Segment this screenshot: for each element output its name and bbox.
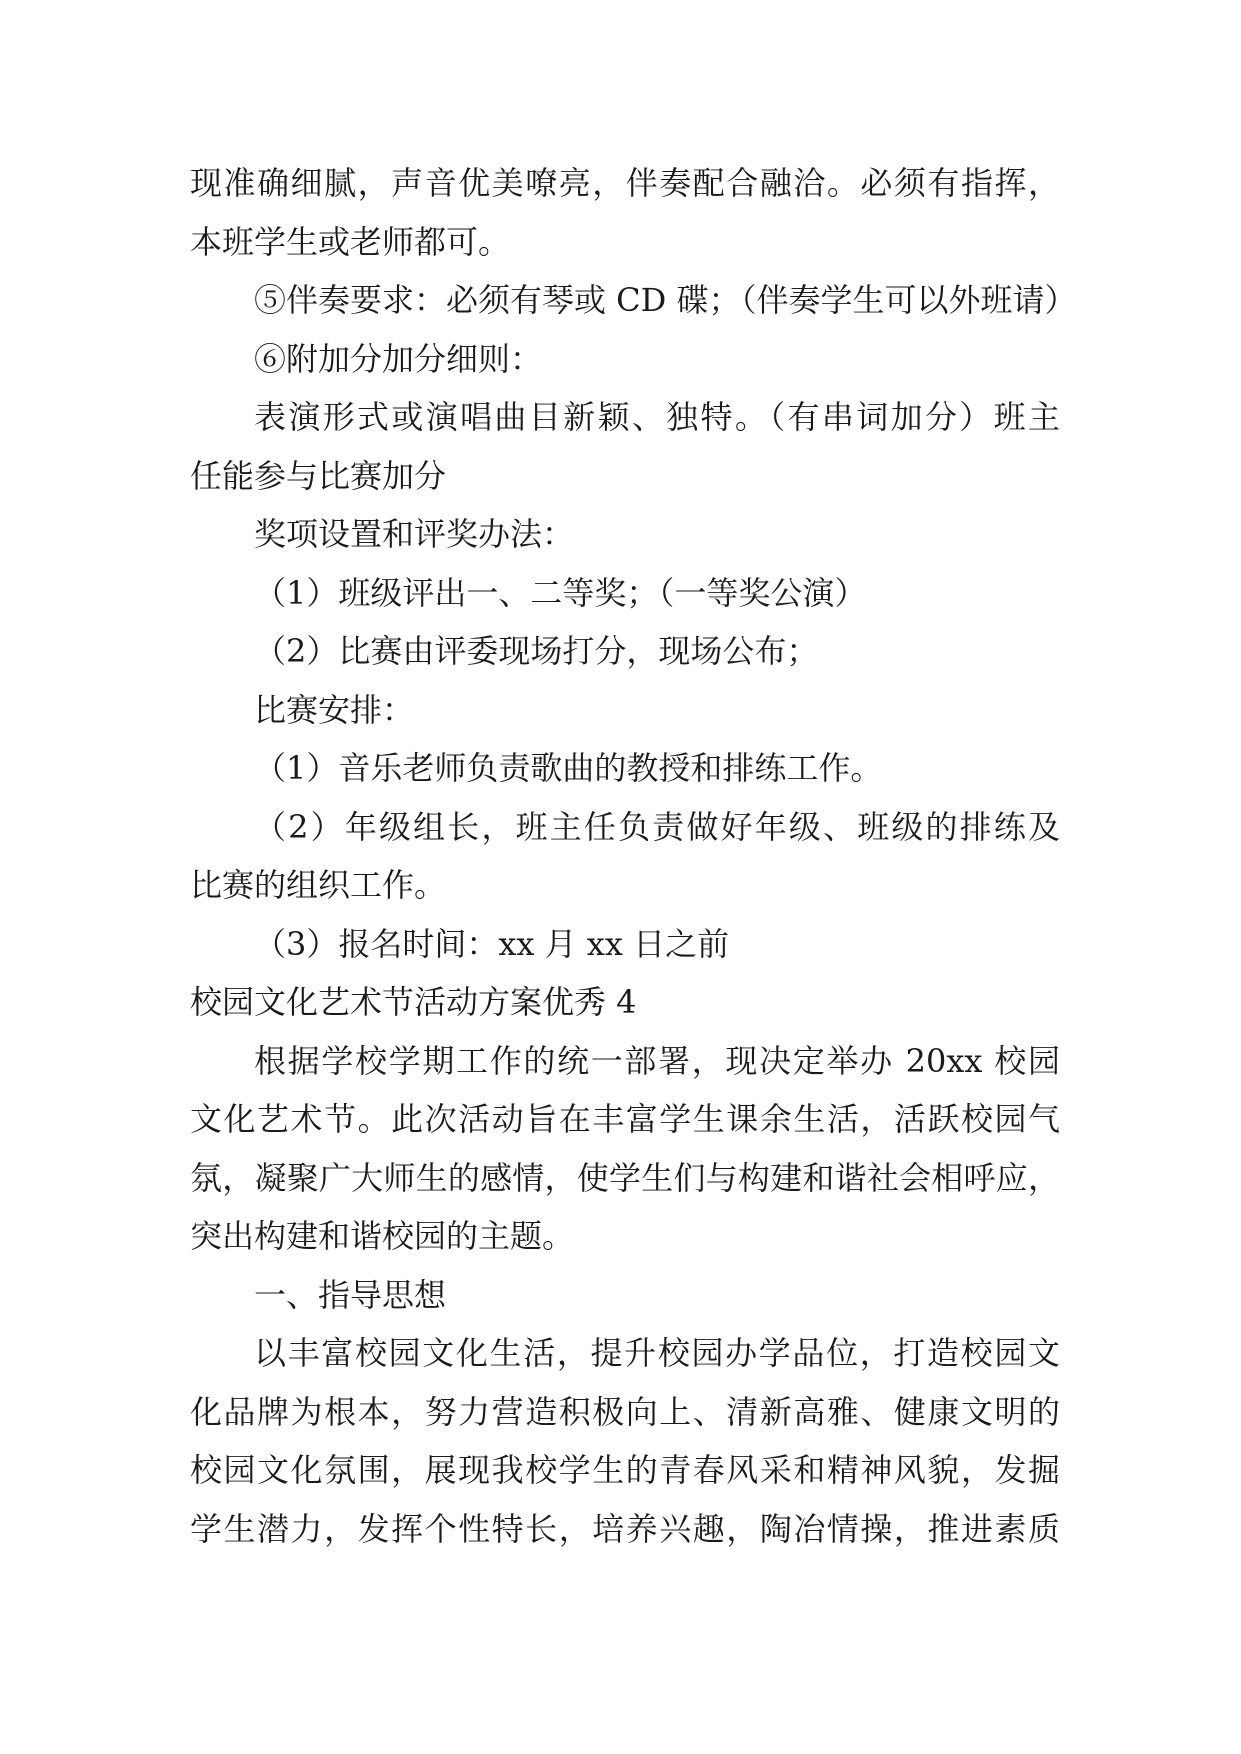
text-line: 化品牌为根本，努力营造积极向上、清新高雅、健康文明的 — [190, 1392, 1060, 1431]
text-line: 突出构建和谐校园的主题。 — [190, 1217, 575, 1255]
document-title: 校园文化艺术节活动方案优秀 4 — [190, 983, 637, 1021]
text-line: 根据学校学期工作的统一部署，现决定举办 20xx 校园 — [254, 1041, 1060, 1080]
text-line: ⑤伴奏要求：必须有琴或 CD 碟；（伴奏学生可以外班请） — [254, 281, 1077, 319]
list-item: （1）班级评出一、二等奖；（一等奖公演） — [254, 573, 867, 612]
text-line: 任能参与比赛加分 — [190, 456, 447, 495]
text-line: 本班学生或老师都可。 — [190, 222, 511, 261]
text-line: ⑥附加分加分细则： — [254, 339, 543, 378]
text-line: 学生潜力，发挥个性特长，培养兴趣，陶冶情操，推进素质 — [190, 1509, 1060, 1548]
text-line: 比赛的组织工作。 — [190, 866, 447, 904]
text-line: 以丰富校园文化生活，提升校园办学品位，打造校园文 — [254, 1334, 1060, 1372]
list-item: （2）年级组长，班主任负责做好年级、班级的排练及 — [254, 807, 1060, 846]
text-line: 现准确细腻，声音优美嘹亮，伴奏配合融洽。必须有指挥， — [190, 164, 1060, 202]
section-heading: 一、指导思想 — [254, 1275, 447, 1314]
text-line: 表演形式或演唱曲目新颖、独特。（有串词加分）班主 — [254, 398, 1060, 436]
list-item: （1）音乐老师负责歌曲的教授和排练工作。 — [254, 749, 883, 787]
list-item: （2）比赛由评委现场打分，现场公布； — [254, 632, 819, 670]
section-heading: 奖项设置和评奖办法： — [254, 515, 575, 553]
section-heading: 比赛安排： — [254, 690, 415, 729]
list-item: （3）报名时间：xx 月 xx 日之前 — [254, 924, 730, 963]
body-text — [190, 154, 1077, 1558]
text-line: 氛，凝聚广大师生的感情，使学生们与构建和谐社会相呼应， — [190, 1158, 1060, 1197]
text-line: 校园文化氛围，展现我校学生的青春风采和精神风貌，发掘 — [190, 1451, 1060, 1489]
text-line: 文化艺术节。此次活动旨在丰富学生课余生活，活跃校园气 — [190, 1100, 1060, 1138]
